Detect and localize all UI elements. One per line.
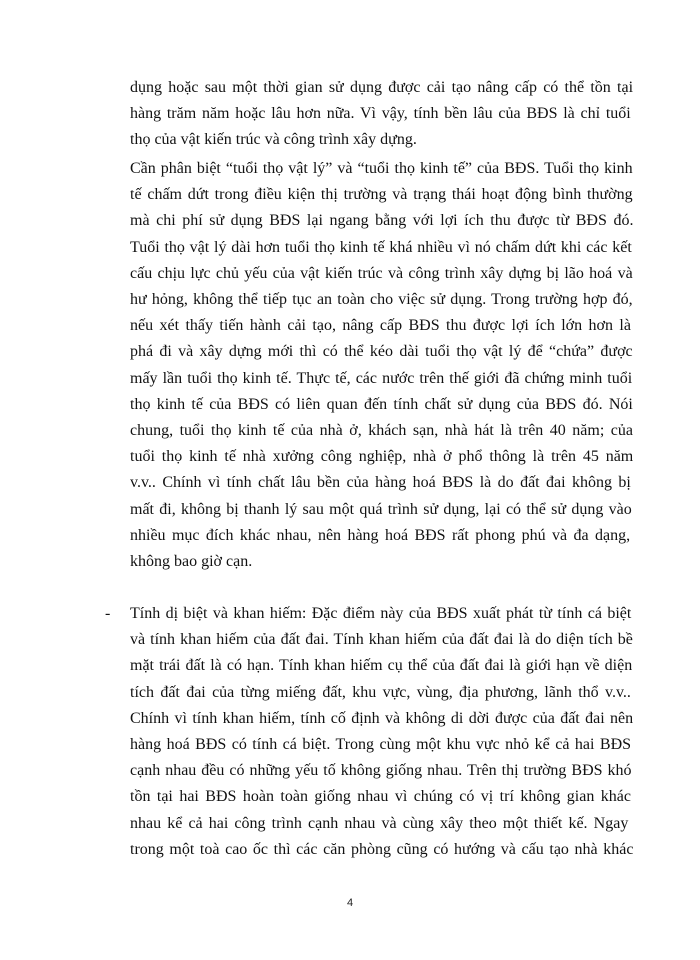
paragraph-3-line: nhau kể cả hai công trình cạnh nhau và cùng xây theo một thiết kế. Ngay [130, 815, 629, 832]
paragraph-2-line: Tuổi thọ vật lý dài hơn tuổi thọ kinh tế khá nhiều vì nó chấm dứt khi các kết [130, 239, 632, 256]
paragraph-2-line: cấu chịu lực chủ yếu của vật kiến trúc và công trình xây dựng bị lão hoá và [130, 265, 633, 282]
paragraph-2-line: mà chi phí sử dụng BĐS lại ngang bằng với lợi ích thu được từ BĐS đó. [130, 212, 634, 229]
paragraph-3-line: trong một toà cao ốc thì các căn phòng cũng có hướng và cấu tạo nhà khác [130, 841, 634, 858]
paragraph-3-line: cạnh nhau đều có những yếu tố không giống nhau. Trên thị trường BĐS khó [130, 762, 632, 779]
paragraph-3-line: Tính dị biệt và khan hiếm: Đặc điểm này của BĐS xuất phát từ tính cá biệt [130, 605, 632, 622]
bullet-marker: - [105, 605, 111, 622]
paragraph-3-line: tồn tại hai BĐS hoàn toàn giống nhau vì chúng có vị trí không gian khác [130, 788, 631, 805]
paragraph-3-line: mặt trái đất là có hạn. Tính khan hiếm cụ thể của đất đai là giới hạn về diện [130, 657, 633, 674]
paragraph-3-line: và tính khan hiếm của đất đai. Tính khan hiếm của đất đai là do diện tích bề [130, 631, 633, 648]
paragraph-2-line: mấy lần tuổi thọ kinh tế. Thực tế, các nước trên thế giới đã chứng minh tuổi [130, 370, 633, 387]
paragraph-2-line: nếu xét thấy tiến hành cải tạo, nâng cấp BĐS thu được lợi ích lớn hơn là [130, 317, 631, 334]
paragraph-2-line: Cần phân biệt “tuổi thọ vật lý” và “tuổi thọ kinh tế” của BĐS. Tuổi thọ kinh [130, 160, 633, 177]
paragraph-2-line: v.v.. Chính vì tính chất lâu bền của hàng hoá BĐS là do đất đai không bị [130, 474, 631, 491]
page-number: 4 [346, 897, 354, 909]
paragraph-2-line: phá đi và xây dựng mới thì có thể kéo dài tuổi thọ vật lý để “chứa” được [130, 343, 633, 360]
paragraph-3-line: tích đất đai của từng miếng đất, khu vực, vùng, địa phương, lãnh thổ v.v.. [130, 684, 631, 701]
paragraph-2-line: mất đi, không bị thanh lý sau một quá trình sử dụng, lại có thể sử dụng vào [130, 501, 632, 518]
paragraph-2-line: thọ kinh tế của BĐS có liên quan đến tính chất sử dụng của BĐS đó. Nói [130, 396, 633, 413]
paragraph-3-line: Chính vì tính khan hiếm, tính cố định và không di dời được của đất đai nên [130, 710, 634, 727]
paragraph-1-line: thọ của vật kiến trúc và công trình xây dựng. [130, 131, 417, 148]
paragraph-2-line: không bao giờ cạn. [130, 553, 253, 570]
paragraph-1-line: hàng trăm năm hoặc lâu hơn nữa. Vì vậy, tính bền lâu của BĐS là chỉ tuổi [130, 105, 631, 122]
paragraph-2-line: hư hỏng, không thể tiếp tục an toàn cho việc sử dụng. Trong trường hợp đó, [130, 291, 633, 308]
paragraph-1-line: dụng hoặc sau một thời gian sử dụng được cải tạo nâng cấp có thể tồn tại [130, 79, 634, 96]
paragraph-2-line: tuổi thọ kinh tế nhà xưởng công nghiệp, nhà ở phổ thông là trên 45 năm [130, 448, 634, 465]
paragraph-2-line: nhiều mục đích khác nhau, nên hàng hoá BĐS rất phong phú và đa dạng, [130, 527, 631, 544]
paragraph-2-line: chung, tuổi thọ kinh tế của nhà ở, khách sạn, nhà hát là trên 40 năm; của [130, 422, 633, 439]
paragraph-2-line: tế chấm dứt trong điều kiện thị trường và trạng thái hoạt động bình thường [130, 186, 633, 203]
paragraph-3-line: hàng hoá BĐS có tính cá biệt. Trong cùng một khu vực nhỏ kể cả hai BĐS [130, 736, 632, 753]
